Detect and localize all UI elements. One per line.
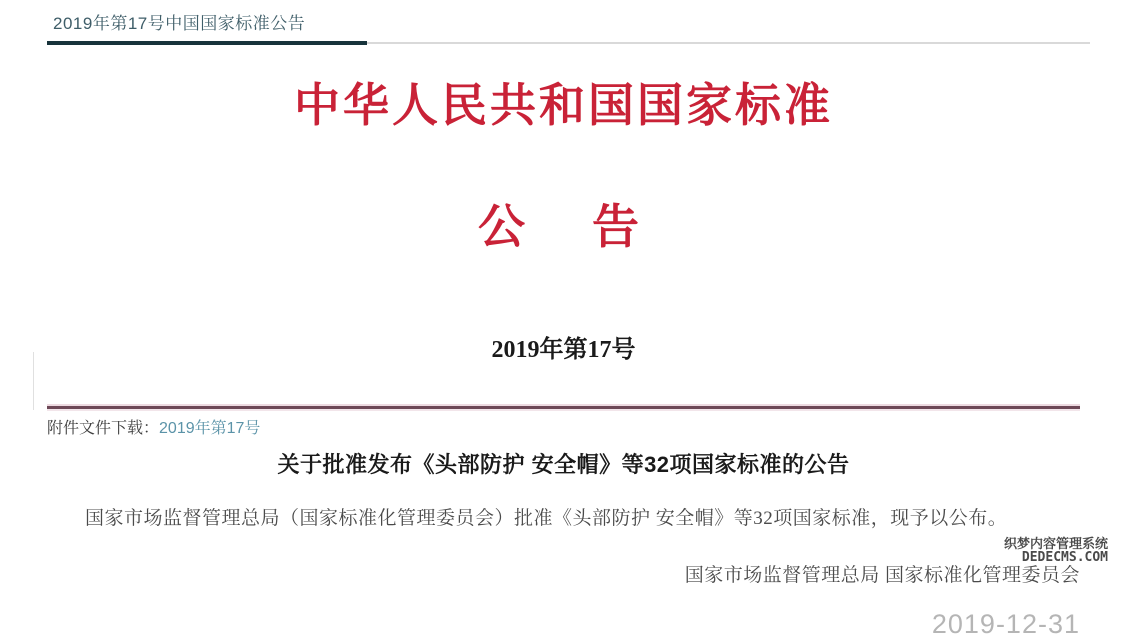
announcement-heading: 关于批准发布《头部防护 安全帽》等32项国家标准的公告 (277, 452, 850, 477)
issue-number: 2019年第17号 (491, 337, 636, 363)
cms-watermark-line1: 织梦内容管理系统 (1003, 537, 1108, 552)
document-title: 中华人民共和国国家标准 (294, 80, 833, 131)
document-content (47, 69, 1080, 640)
attachment-row (47, 415, 1080, 438)
attachment-label: 附件文件下载： (47, 420, 160, 437)
cms-watermark-line2: DEDECMS.COM (1021, 550, 1108, 565)
announcement-date: 2019-12-31 (931, 609, 1080, 639)
cms-watermark (1004, 538, 1108, 564)
announcement-body: 国家市场监督管理总局（国家标准化管理委员会）批准《头部防护 安全帽》等32项国家标准，现予以公布。 (85, 508, 1008, 529)
tab-underline (47, 41, 1090, 45)
tab-bar (0, 0, 1137, 34)
attachment-divider (47, 406, 1080, 409)
attachment-download-link[interactable]: 2019年第17号 (159, 420, 261, 437)
tab-underline-active (47, 41, 367, 45)
left-edge-line (33, 352, 34, 410)
announcement-signature: 国家市场监督管理总局 国家标准化管理委员会 (684, 565, 1080, 586)
document-subtitle: 公 告 (478, 202, 649, 254)
tab-current-announcement[interactable]: 2019年第17号中国国家标准公告 (53, 14, 306, 33)
